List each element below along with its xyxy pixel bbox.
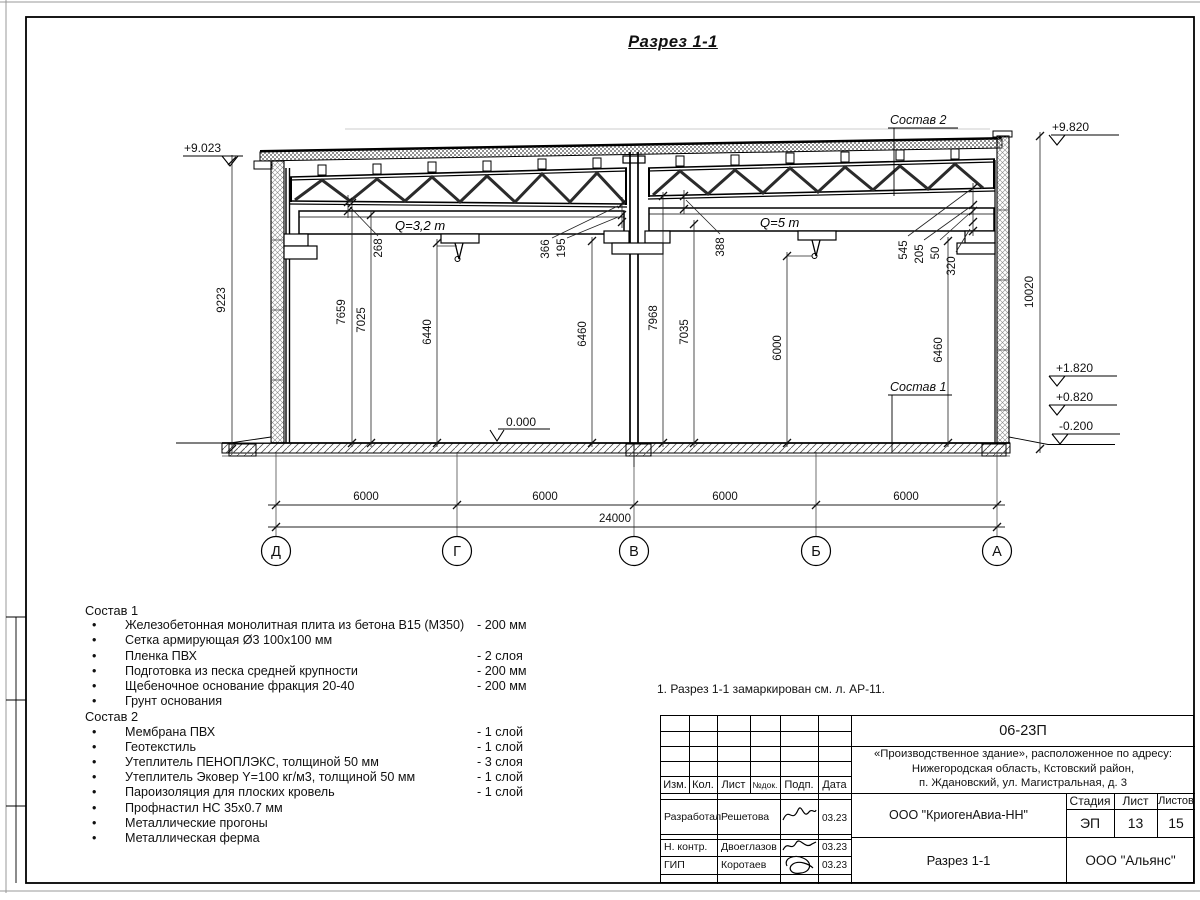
col-podp: Подп. (784, 778, 814, 791)
crane-beam-left (299, 211, 624, 262)
wall-right (995, 136, 1009, 443)
dim-366: 366 (540, 239, 552, 259)
elev-0820 (1049, 390, 1117, 415)
dim-50: 50 (930, 246, 942, 260)
truss-left (290, 168, 627, 207)
col-list: Лист (721, 778, 746, 791)
dim-320: 320 (946, 256, 958, 276)
title-block (660, 715, 1194, 883)
list-item: • Пленка ПВХ - 2 слоя (92, 648, 523, 663)
axis-bubble-b: Б (811, 544, 821, 560)
bullet-icon: • (92, 694, 97, 709)
bottom-dimensions (262, 452, 1012, 566)
crane-right-label: Q=5 m (760, 215, 800, 230)
tb-row-role: Разработал (664, 811, 722, 823)
list-item: • Мембрана ПВХ - 1 слой (92, 724, 524, 739)
list-item: • Металлические прогоны (92, 815, 268, 830)
bullet-icon: • (92, 724, 97, 739)
list-item: • Грунт основания (92, 694, 223, 709)
elev-1820 (1049, 361, 1117, 386)
bullet-icon: • (92, 739, 97, 754)
list-item: • Щебеночное основание фракция 20-40 - 200 мм (92, 679, 527, 694)
org-name: ООО "КриогенАвиа-НН" (889, 808, 1028, 822)
bullet-icon: • (92, 633, 97, 648)
dim-7659: 7659 (336, 299, 348, 325)
company-name: ООО "Альянс" (1085, 853, 1176, 868)
dim-texts (216, 237, 1036, 362)
sostav2-label: Состав 2 (890, 113, 947, 127)
bullet-icon: • (92, 663, 97, 678)
bullet-icon: • (92, 618, 97, 633)
sheet-number: 13 (1127, 815, 1144, 831)
composition2-header: Состав 2 (85, 709, 139, 725)
bay-dim-2: 6000 (532, 491, 558, 503)
crane-trolley-right (798, 231, 836, 240)
tb-row-role: ГИП (664, 859, 685, 871)
signatures (779, 798, 819, 882)
list-item: • Геотекстиль - 1 слой (92, 739, 524, 754)
col-kol: Кол. (692, 778, 714, 791)
axis-bubbles (262, 537, 1012, 566)
sheets-total: 15 (1168, 815, 1184, 831)
dim-6440: 6440 (422, 319, 434, 345)
list-item: • Пароизоляция для плоских кровель - 1 слой (92, 785, 524, 800)
dim-6000-v: 6000 (772, 335, 784, 361)
signature-korotaev (786, 856, 813, 873)
dim-268: 268 (373, 238, 385, 258)
tb-row-name: Коротаев (721, 859, 767, 871)
axis-bubble-v: В (629, 544, 639, 560)
dim-545: 545 (898, 240, 910, 260)
list-item: • Утеплитель ПЕНОПЛЭКС, толщиной 50 мм - 3 слоя (92, 755, 523, 770)
signature-dvoeglazov (783, 841, 816, 850)
elev-9820 (1049, 120, 1119, 145)
doc-number: 06-23П (999, 723, 1047, 739)
dim-6460-right: 6460 (933, 337, 945, 363)
bullet-icon: • (92, 770, 97, 785)
signature-reshetova (783, 808, 816, 820)
dim-195: 195 (556, 238, 568, 258)
dim-7035: 7035 (679, 319, 691, 345)
dim-7025: 7025 (356, 307, 368, 333)
stage-value: ЭП (1079, 815, 1101, 831)
frame-left-strip (6, 617, 26, 883)
gutter-left (254, 161, 272, 169)
sheets-label: Листов (1158, 795, 1194, 807)
crane-beam-right (649, 208, 994, 259)
sostav1-label: Состав 1 (890, 380, 947, 394)
bullet-icon: • (92, 679, 97, 694)
bullet-icon: • (92, 800, 97, 815)
sheet-label: Лист (1122, 794, 1149, 808)
composition-lists (85, 603, 560, 846)
stage-label: Стадия (1069, 794, 1111, 808)
dim-9223: 9223 (216, 287, 228, 313)
list-item: • Металлическая ферма (92, 831, 260, 846)
dim-10020: 10020 (1024, 276, 1036, 308)
col-data: Дата (822, 778, 847, 791)
list-item: • Железобетонная монолитная плита из бетона В15 (М350) - 200 мм (92, 618, 527, 633)
bullet-icon: • (92, 831, 97, 846)
bay-dim-3: 6000 (712, 491, 738, 503)
svg-text:0.000: 0.000 (506, 415, 537, 429)
corbels (284, 231, 995, 259)
dim-7968: 7968 (648, 305, 660, 331)
elev-9023 (183, 141, 243, 166)
elev-m0200 (1052, 419, 1120, 444)
tb-row-date: 03.23 (822, 842, 848, 853)
tb-row-role: Н. контр. (664, 841, 708, 853)
tb-row-date: 03.23 (822, 860, 848, 871)
dim-388: 388 (715, 237, 727, 257)
tb-row-date: 03.23 (822, 813, 848, 824)
dim-ticks (228, 132, 1044, 453)
svg-text:+9.023: +9.023 (184, 141, 222, 155)
tb-drawing-title: Разрез 1-1 (926, 853, 991, 868)
dim-6460-left: 6460 (577, 321, 589, 347)
crane-trolley-left (441, 234, 479, 243)
svg-text:+0.820: +0.820 (1056, 390, 1094, 404)
svg-text:+9.820: +9.820 (1052, 120, 1090, 134)
list-item: • Профнастил НС 35х0.7 мм (92, 800, 283, 815)
svg-text:+1.820: +1.820 (1056, 361, 1094, 375)
col-ndok: №док. (752, 779, 778, 790)
axis-bubble-a: А (992, 544, 1002, 560)
drawing-note: 1. Разрез 1-1 замаркирован см. л. АР-11. (657, 682, 885, 696)
tb-row-name: Двоеглазов (721, 841, 777, 853)
list-item: • Подготовка из песка средней крупности - 200 мм (92, 663, 527, 678)
page-title: Разрез 1-1 (628, 33, 718, 51)
total-dim: 24000 (599, 513, 631, 525)
dim-205: 205 (914, 244, 926, 264)
wall-left (271, 161, 290, 443)
truss-right (648, 159, 995, 199)
project-description: «Производственное здание», расположенное по адресу: Нижегородская область, Кстовский район, п. Ждановский, ул. Магистральная, д. 3 (874, 748, 1172, 790)
bay-dim-4: 6000 (893, 491, 919, 503)
list-item: • Утеплитель Эковер Y=100 кг/м3, толщиной 50 мм - 1 слой (92, 770, 524, 785)
bullet-icon: • (92, 648, 97, 663)
crane-left-label: Q=3,2 m (395, 218, 446, 233)
list-item: • Сетка армирующая Ø3 100х100 мм (92, 633, 333, 648)
elev-zero (490, 415, 550, 441)
axis-bubble-g: Г (453, 544, 461, 560)
svg-text:-0.200: -0.200 (1059, 419, 1094, 433)
bullet-icon: • (92, 815, 97, 830)
col-izm: Изм. (663, 778, 687, 791)
bullet-icon: • (92, 785, 97, 800)
bay-dim-1: 6000 (353, 491, 379, 503)
axis-bubble-d: Д (271, 544, 281, 560)
tb-row-name: Решетова (721, 811, 770, 823)
bullet-icon: • (92, 755, 97, 770)
composition1-header: Состав 1 (85, 603, 139, 618)
